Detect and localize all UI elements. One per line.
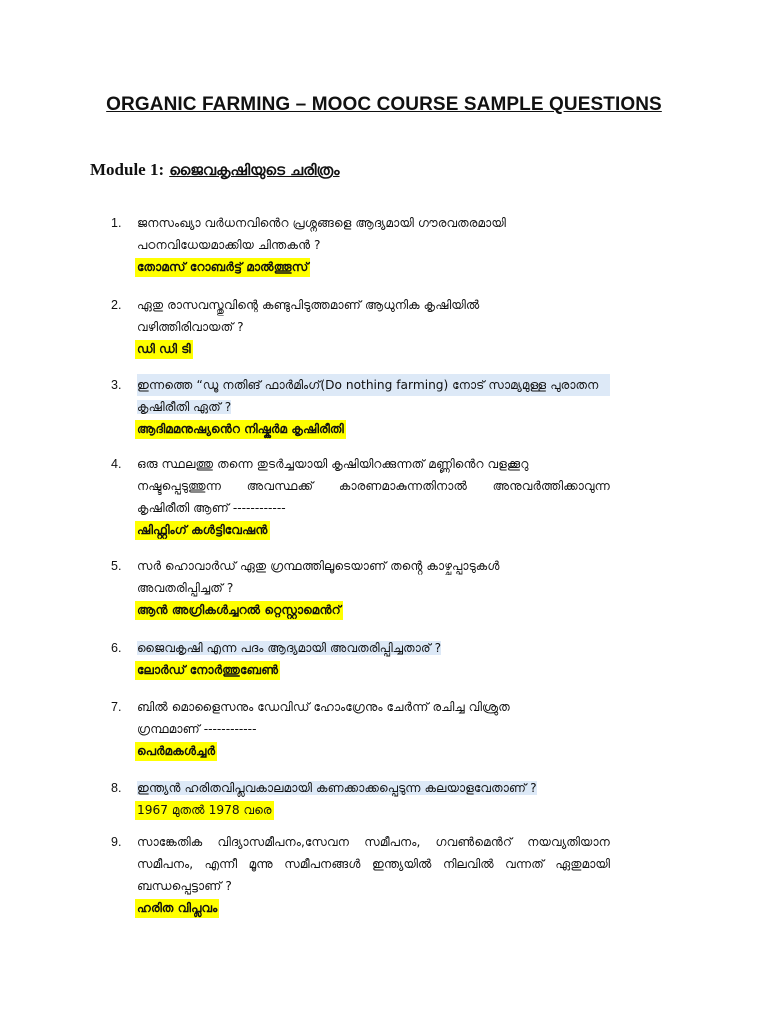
answer-highlight: ഷിഫ്റ്റിംഗ് കൾട്ടിവേഷൻ	[135, 521, 270, 540]
question-number: 2.	[111, 298, 122, 312]
answer-highlight: ഹരിത വിപ്ലവം	[135, 899, 219, 918]
answer-highlight: ആൻ അഗ്രികൾച്ചറൽ റ്റെസ്റ്റാമെൻറ്	[135, 601, 343, 620]
question-text-line-highlight: കൃഷിരീതി ഏത് ?	[137, 400, 232, 414]
question-number: 3.	[111, 378, 122, 392]
question-body	[137, 294, 610, 359]
question-text-line: ബന്ധപ്പെട്ടാണ് ?	[137, 879, 232, 893]
module-label: Module 1:	[90, 160, 165, 179]
question-text-line: സാങ്കേതിക വിദ്യാസമീപനം,സേവന സമീപനം, ഗവൺമെൻറ് നയവ്യതിയാന	[137, 835, 610, 849]
question-text-line: ഏതു രാസവസ്തുവിന്റെ കണ്ടുപിടുത്തമാണ് ആധുനിക കൃഷിയിൽ	[137, 298, 480, 312]
question-number: 7.	[111, 700, 122, 714]
question-body	[137, 453, 610, 540]
question-text-line: സമീപനം, എന്നീ മൂന്നു സമീപനങ്ങൾ ഇന്ത്യയിൽ നിലവിൽ വന്നത് ഏതുമായി	[137, 857, 610, 871]
question-text-line	[137, 777, 610, 799]
question-body	[137, 777, 610, 820]
module-name: ജൈവകൃഷിയുടെ ചരിത്രം	[169, 161, 340, 179]
question-text-line: നഷ്ടപ്പെടുത്തുന്ന അവസ്ഥക്ക് കാരണമാകുന്നതിനാൽ അനുവർത്തിക്കാവുന്ന	[137, 479, 610, 493]
question-text-line	[137, 637, 610, 659]
question-text-line: അവതരിപ്പിച്ചത് ?	[137, 581, 234, 595]
question-text-line-highlight: ജൈവകൃഷി എന്ന പദം ആദ്യമായി അവതരിപ്പിച്ചതാര് ?	[137, 641, 442, 655]
question-text-line: ഒരു സ്ഥലത്തു തന്നെ തുടർച്ചയായി കൃഷിയിറക്കുന്നത് മണ്ണിൻെറ വളക്കൂറു	[137, 457, 529, 471]
question-body	[137, 212, 610, 277]
question-text-line-highlight: ഇന്ത്യൻ ഹരിതവിപ്ലവകാലമായി കണക്കാക്കപ്പെടുന്ന കലയാളവേതാണ് ?	[137, 781, 537, 795]
question-text-line: വഴിത്തിരിവായത് ?	[137, 320, 244, 334]
question-text-line	[137, 396, 610, 418]
question-body	[137, 637, 610, 680]
answer-highlight: 1967 മുതൽ 1978 വരെ	[135, 801, 274, 820]
answer-highlight: ഡി ഡി ടി	[135, 340, 193, 359]
question-number: 5.	[111, 559, 122, 573]
question-text-line: പഠനവിധേയമാക്കിയ ചിന്തകൻ ?	[137, 238, 321, 252]
question-number: 1.	[111, 216, 122, 230]
question-text-line: കൃഷിരീതി ആണ് ------------	[137, 501, 286, 515]
question-number: 4.	[111, 457, 122, 471]
question-text-line: സർ ഹൊവാർഡ് ഏതു ഗ്രന്ഥത്തിലൂടെയാണ് തൻ്റെ കാഴ്ചപ്പാടുകൾ	[137, 559, 500, 573]
question-text-line: ജനസംഖ്യാ വർധനവിൻെറ പ്രശ്നങ്ങളെ ആദ്യമായി ഗൗരവതരമായി	[137, 216, 506, 230]
answer-highlight: പെർമകൾച്ചർ	[135, 742, 217, 761]
question-number: 6.	[111, 641, 122, 655]
question-body	[137, 696, 610, 761]
question-body	[137, 555, 610, 620]
answer-highlight: ലോർഡ് നോർത്തുബേൺ	[135, 661, 280, 680]
answer-highlight: ആദിമമനുഷ്യൻെറ നിഷ്കർമ കൃഷിരീതി	[135, 420, 346, 439]
question-body	[137, 374, 610, 439]
question-number: 8.	[111, 781, 122, 795]
answer-highlight: തോമസ് റോബർട്ട് മാൽത്തൂസ്	[135, 258, 310, 277]
document-title: ORGANIC FARMING – MOOC COURSE SAMPLE QUESTIONS	[106, 94, 662, 115]
question-number: 9.	[111, 835, 122, 849]
question-text-line: ഗ്രന്ഥമാണ് ------------	[137, 722, 257, 736]
question-body	[137, 831, 610, 918]
question-text-line: ബിൽ മൊളൈസനും ഡേവിഡ് ഹോംഗ്രേനും ചേർന്ന് രചിച്ച വിശ്രുത	[137, 700, 510, 714]
question-text-line: ഇന്നത്തെ “ഡൂ നതിങ് ഫാർമിംഗ്(Do nothing farming) നോട് സാമ്യമുള്ള പുരാതന	[137, 374, 610, 396]
